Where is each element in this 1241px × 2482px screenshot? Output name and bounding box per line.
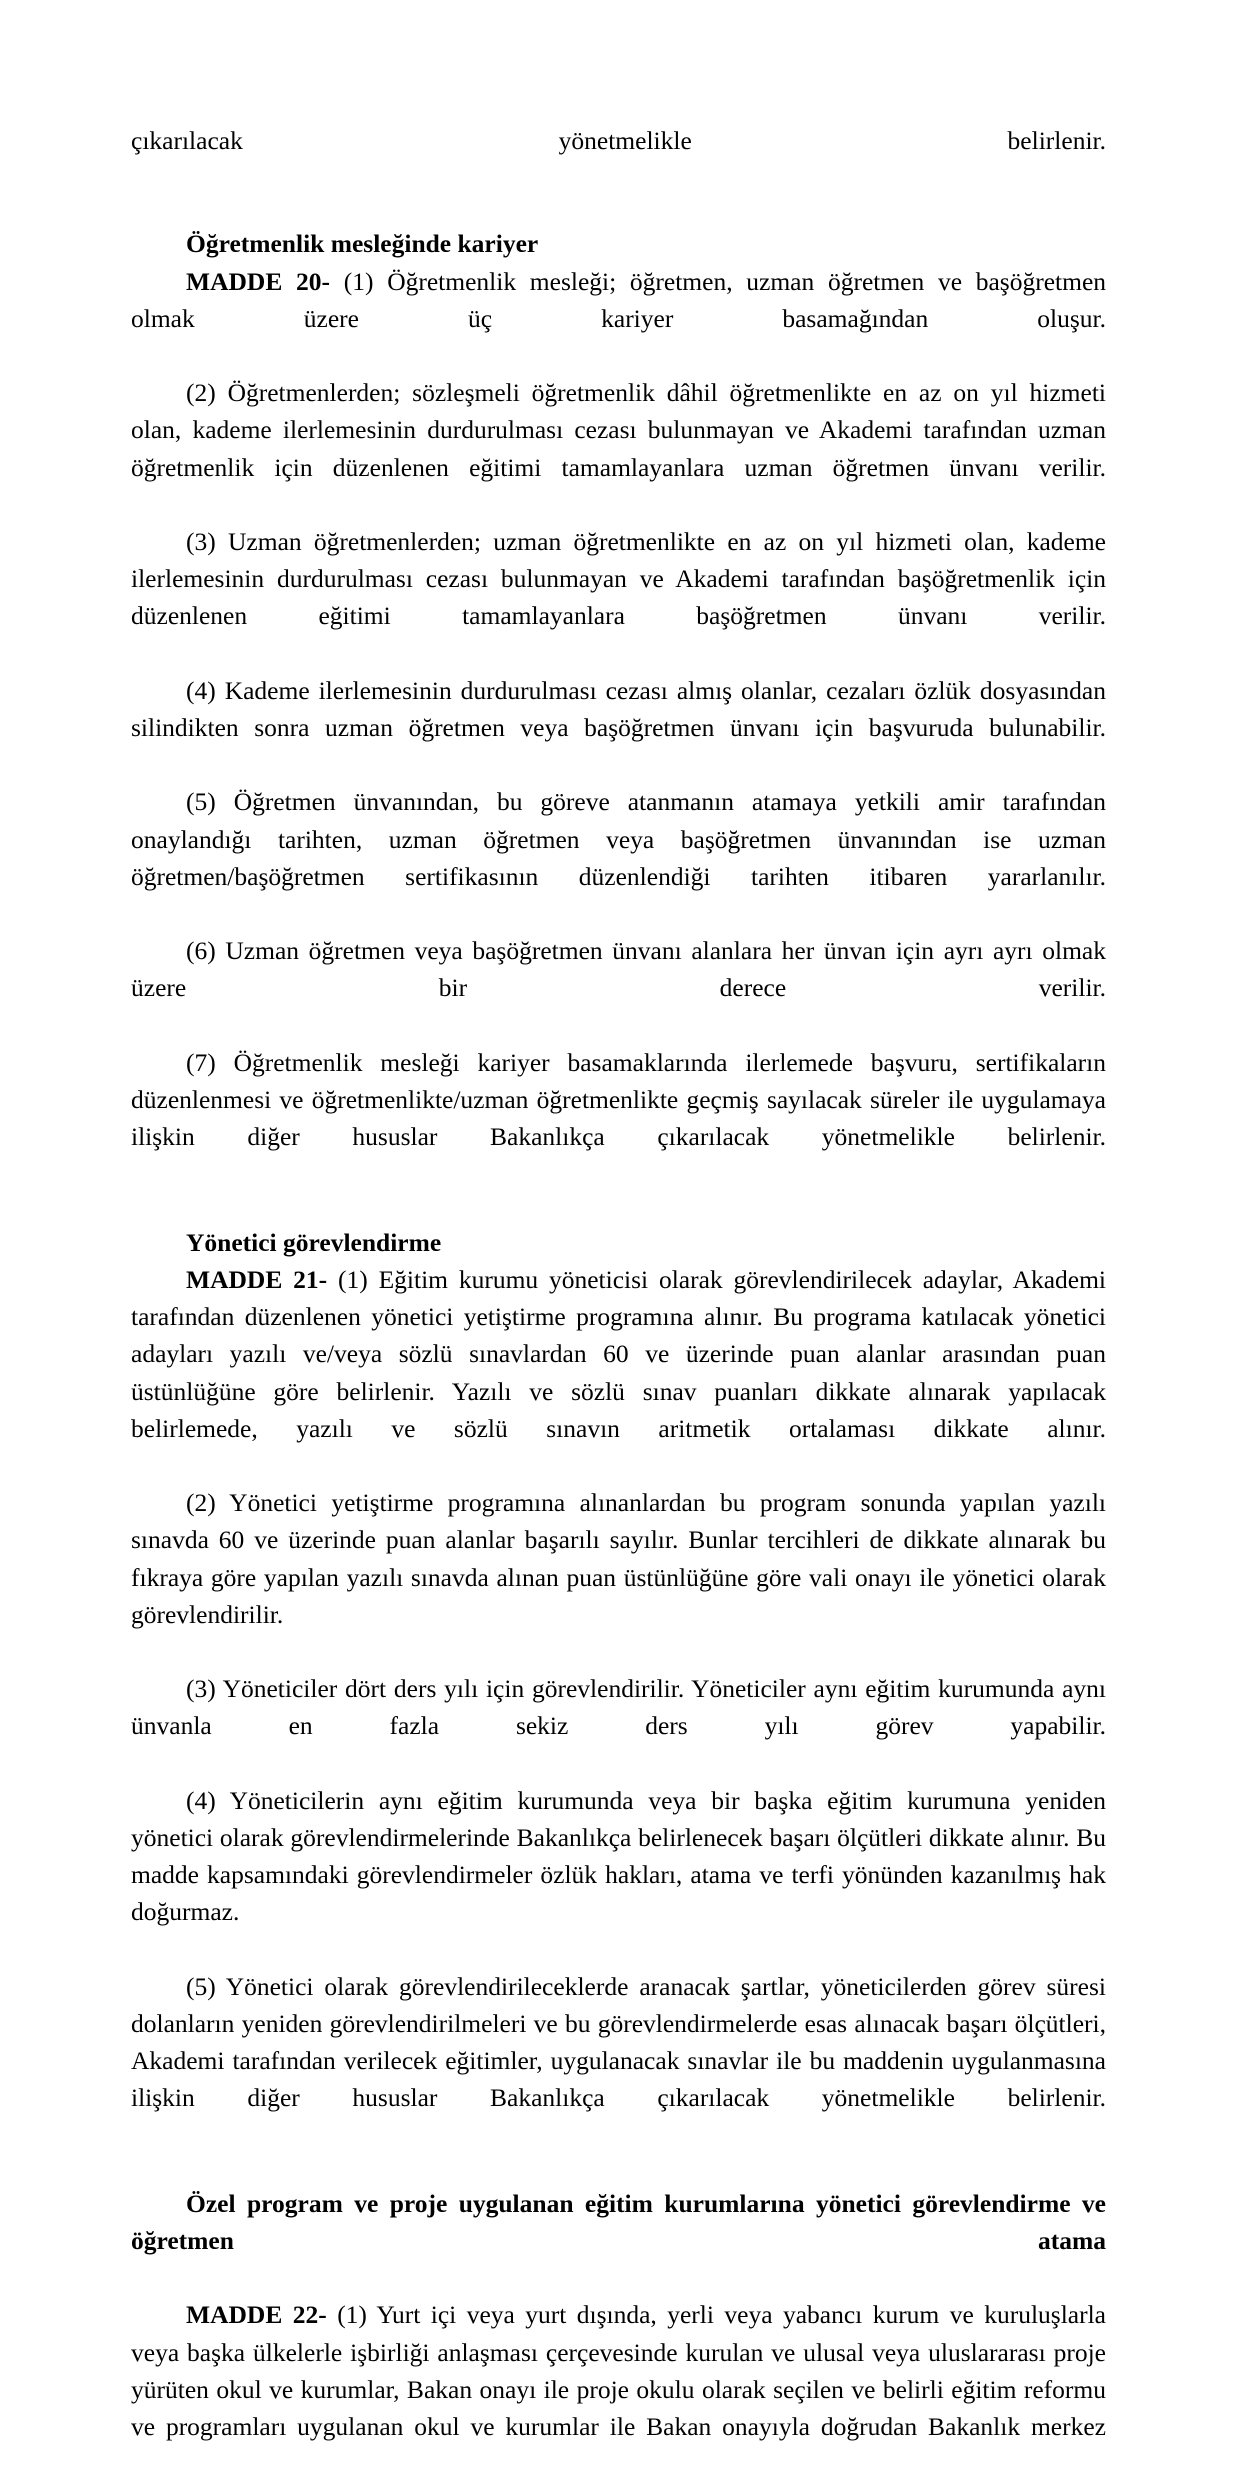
paragraph-text: Yurt içi veya yurt dışında, yerli veya yabancı kurum ve kuruluşlarla veya başka ülkelerle işbirliği anlaşması çerçevesinde kurulan ve ulusal veya uluslararası proje yürüten okul ve kurumlar, Bakan onayı ile proje okulu olarak seçilen ve belirli eğitim reformu ve programları uygulanan okul ve kurumlar ile Bakan onayıyla doğrudan Bakanlık merkez (131, 2300, 1106, 2441)
paragraph-20-7 (131, 1044, 1106, 1193)
paragraph-20-2 (131, 374, 1106, 523)
paragraph-marker: (3) (186, 527, 216, 557)
paragraph-20-6 (131, 932, 1106, 1044)
paragraph-marker: (6) (186, 936, 216, 966)
paragraph-marker: (5) (186, 787, 216, 817)
paragraph-text: Kademe ilerlemesinin durdurulması cezası almış olanlar, cezaları özlük dosyasından silindikten sonra uzman öğretmen veya başöğretmen ünvanı için başvuruda bulunabilir. (131, 675, 1106, 743)
paragraph-20-4 (131, 672, 1106, 784)
paragraph-marker: (1) (343, 266, 374, 296)
paragraph-text: Yöneticiler dört ders yılı için görevlendirilir. Yöneticiler aynı eğitim kurumunda aynı ünvanla en fazla sekiz ders yılı görev yapabilir. (131, 1674, 1106, 1741)
article-label-22: MADDE 22- (186, 2300, 327, 2330)
paragraph-21-2 (131, 1484, 1106, 1670)
paragraph-text: Yöneticilerin aynı eğitim kurumunda veya bir başka eğitim kurumuna yeniden yönetici olarak görevlendirmelerinde Bakanlıkça belirlenecek başarı ölçütleri dikkate alınır. Bu madde kapsamındaki görevlendirmeler özlük hakları, atama ve terfi yönünden kazanılmış hak doğurmaz. (131, 1785, 1106, 1927)
page-text-column (131, 122, 1106, 2482)
paragraph-marker: (5) (186, 1971, 216, 2001)
article-label-20: MADDE 20- (186, 266, 331, 296)
section-heading-madde-20: Öğretmenlik mesleğinde kariyer (186, 229, 539, 259)
paragraph-text: Yönetici yetiştirme programına alınanlardan bu program sonunda yapılan yazılı sınavda 60 ve üzerinde puan alanlar başarılı sayılır. Bunlar tercihleri de dikkate alınarak bu fıkraya göre yapılan yazılı sınavda alınan puan üstünlüğüne göre vali onayı ile yönetici olarak görevlendirilir. (131, 1488, 1106, 1629)
section-heading-madde-22: Özel program ve proje uygulanan eğitim kurumlarına yönetici görevlendirme ve öğretmen atama (131, 2188, 1106, 2255)
continuation-line: çıkarılacak yönetmelikle belirlenir. (131, 126, 1106, 155)
paragraph-text: Uzman öğretmen veya başöğretmen ünvanı alanlara her ünvan için ayrı ayrı olmak üzere bir derece verilir. (131, 936, 1106, 1003)
paragraph-21-4 (131, 1782, 1106, 1968)
paragraph-text: Öğretmenlik mesleği kariyer basamaklarında ilerlemede başvuru, sertifikaların düzenlenmesi ve öğretmenlikte/uzman öğretmenlikte geçmiş sayılacak süreler ile uygulamaya ilişkin diğer hususlar Bakanlıkça çıkarılacak yönetmelikle belirlenir. (131, 1047, 1106, 1152)
article-label-21: MADDE 21- (186, 1264, 328, 1294)
paragraph-20-1 (131, 263, 1106, 375)
section-heading-madde-21: Yönetici görevlendirme (186, 1227, 442, 1257)
paragraph-marker: (7) (186, 1047, 216, 1077)
paragraph-21-1 (131, 1261, 1106, 1484)
paragraph-text: Öğretmenlik mesleği; öğretmen, uzman öğretmen ve başöğretmen olmak üzere üç kariyer basamağından oluşur. (131, 266, 1107, 333)
paragraph-marker: (1) (337, 2300, 367, 2330)
paragraph-22-1 (131, 2296, 1106, 2482)
paragraph-marker: (3) (186, 1674, 216, 1704)
paragraph-20-3 (131, 523, 1106, 672)
paragraph-text: Öğretmen ünvanından, bu göreve atanmanın atamaya yetkili amir tarafından onaylandığı tarihten, uzman öğretmen veya başöğretmen ünvanından ise uzman öğretmen/başöğretmen sertifikasının düzenlendiği tarihten itibaren yararlanılır. (131, 787, 1106, 891)
paragraph-marker: (4) (186, 675, 216, 705)
paragraph-marker: (4) (186, 1785, 216, 1815)
paragraph-marker: (2) (186, 1488, 216, 1518)
paragraph-20-5 (131, 783, 1106, 932)
paragraph-text: Yönetici olarak görevlendirileceklerde aranacak şartlar, yöneticilerden görev süresi dolanların yeniden görevlendirilmeleri ve bu görevlendirmelerde esas alınacak başarı ölçütleri, Akademi tarafından verilecek eğitimler, uygulanacak sınavlar ile bu maddenin uygulanmasına ilişkin diğer hususlar Bakanlıkça çıkarılacak yönetmelikle belirlenir. (131, 1971, 1106, 2113)
paragraph-marker: (1) (338, 1264, 368, 1294)
paragraph-text: Öğretmenlerden; sözleşmeli öğretmenlik dâhil öğretmenlikte en az on yıl hizmeti olan, kademe ilerlemesinin durdurulması cezası bulunmayan ve Akademi tarafından uzman öğretmenlik için düzenlenen eğitimi tamamlayanlara uzman öğretmen ünvanı verilir. (131, 378, 1106, 482)
paragraph-text: Uzman öğretmenlerden; uzman öğretmenlikte en az on yıl hizmeti olan, kademe ilerlemesinin durdurulması cezası bulunmayan ve Akademi tarafından başöğretmenlik için düzenlenen eğitimi tamamlayanlara başöğretmen ünvanı verilir. (131, 527, 1107, 631)
paragraph-21-5 (131, 1968, 1106, 2154)
paragraph-text: Eğitim kurumu yöneticisi olarak görevlendirilecek adaylar, Akademi tarafından düzenlenen yönetici yetiştirme programına alınır. Bu programa katılacak yönetici adayları yazılı ve/veya sözlü sınavlardan 60 ve üzerinde puan alanlar arasından puan üstünlüğüne göre belirlenir. Yazılı ve sözlü sınav puanları dikkate alınarak yapılacak belirlemede, yazılı ve sözlü sınavın aritmetik ortalaması dikkate alınır. (131, 1264, 1107, 1443)
paragraph-21-3 (131, 1670, 1106, 1782)
paragraph-marker: (2) (186, 378, 216, 408)
